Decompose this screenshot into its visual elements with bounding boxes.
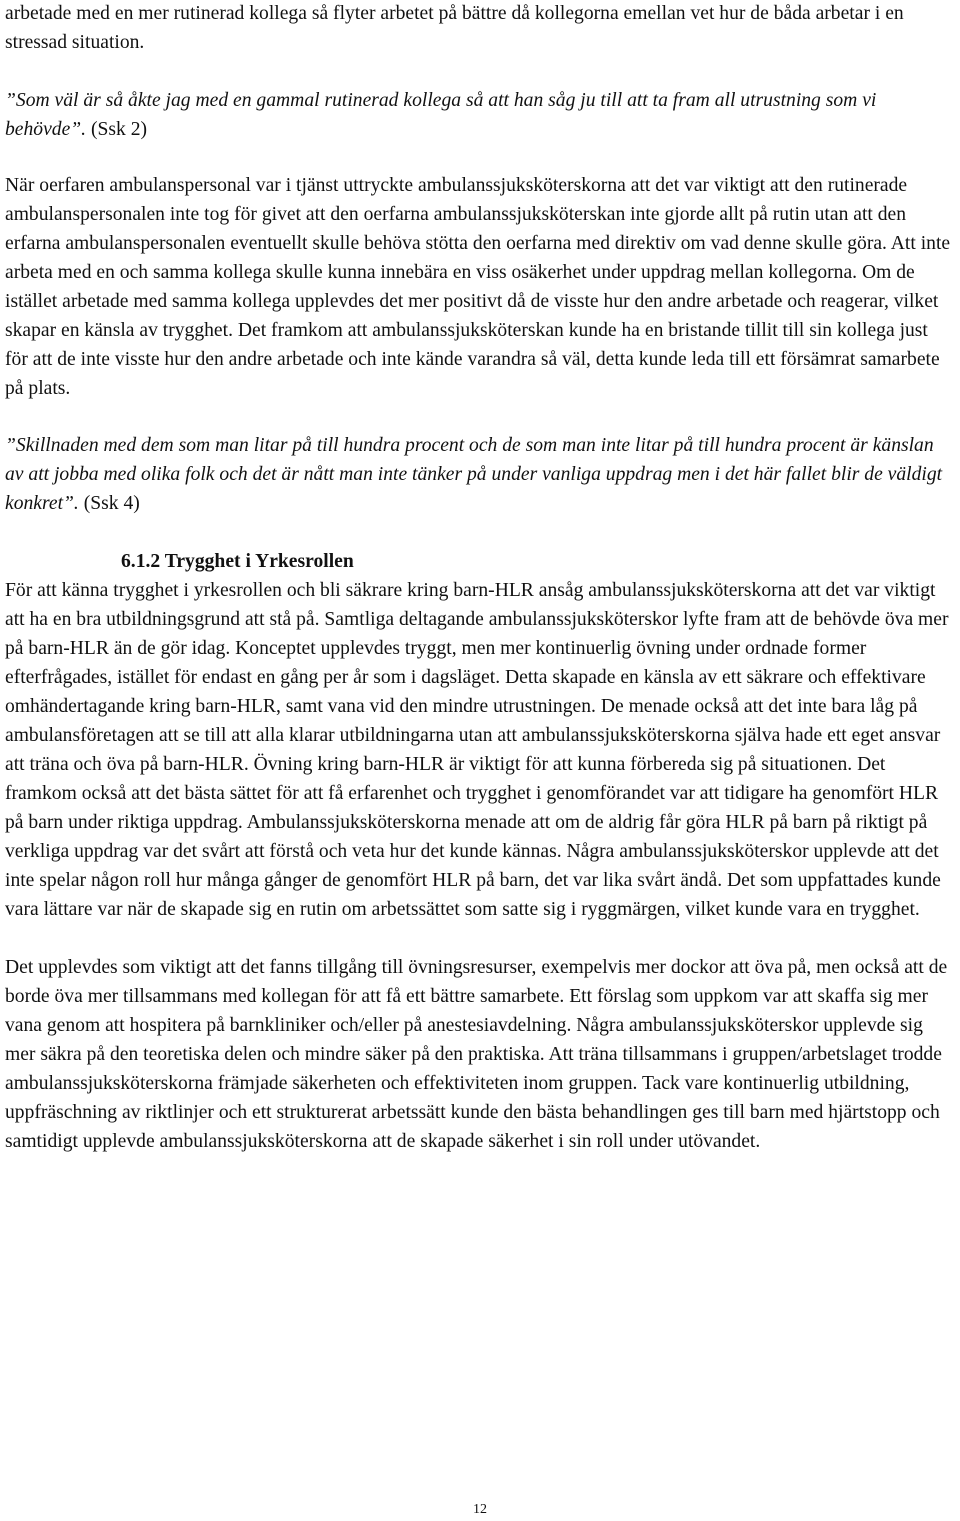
quote-text: Som väl är så åkte jag med en gammal rutinerad kollega så att han såg ju till att ta fram all utrustning som vi behövde: [5, 90, 877, 140]
document-page: [5, 0, 955, 1156]
body-paragraph-training: För att känna trygghet i yrkesrollen och bli säkrare kring barn-HLR ansåg ambulanssjuksköterskorna att det var viktigt att ha en bra utbildningsgrund att stå på. Samtliga deltagande ambulanssjuksköterskor lyfte fram att de behövde öva mer på barn-HLR än de gör idag. Konceptet upplevdes tryggt, men mer kontinuerlig övning under ordnade former efterfrågades, istället för endast en gång per år som i dagsläget. Detta skapade en känsla av ett säkrare och effektivare omhändertagande kring barn-HLR, samt vana vid den mindre utrustningen. De menade också att det inte bara låg på ambulansföretagen att se till att alla klarar utbildningarna utan att ambulanssjuksköterskorna själva hade ett eget ansvar att träna och öva på barn-HLR. Övning kring barn-HLR är viktigt för att kunna förbereda sig på situationen. Det framkom också att det bästa sättet för att få erfarenhet och trygghet i genomförandet var att tidigare ha genomfört HLR på barn under riktiga uppdrag. Ambulanssjuksköterskorna menade att om de aldrig får göra HLR på barn på riktigt på verkliga uppdrag var det svårt att förstå och veta hur det kunde kännas. Några ambulanssjuksköterskor upplevde att det inte spelar någon roll hur många gånger de genomfört HLR på barn, det var lika svårt ändå. Det som uppfattades kunde vara lättare var när de skapade sig en rutin om arbetssättet som satte sig i ryggmärgen, vilket kunde vara en trygghet.: [5, 580, 949, 920]
interview-quote-ssk4: [5, 431, 955, 518]
quote-open-mark: ”: [5, 435, 16, 456]
interview-quote-ssk2: [5, 86, 955, 144]
body-paragraph-resources: Det upplevdes som viktigt att det fanns tillgång till övningsresurser, exempelvis mer dockor att öva på, men också att de borde öva mer tillsammans med kollegan för att få ett bättre samarbete. Ett förslag som uppkom var att skaffa sig mer vana genom att hospitera på barnkliniker och/eller på anestesiavdelning. Några ambulanssjuksköterskor upplevde sig mer säkra på den teoretiska delen och mindre säker på den praktiska. Att träna tillsammans i gruppen/arbetslaget trodde ambulanssjuksköterskorna främjade säkerheten och effektiviteten inom gruppen. Tack vare kontinuerlig utbildning, uppfräschning av riktlinjer och ett strukturerat arbetssätt kunde den bästa behandlingen ges till barn med hjärtstopp och samtidigt upplevde ambulanssjuksköterskorna att de skapade säkerhet i sin roll under utövandet.: [5, 957, 948, 1152]
quote-reference: (Ssk 4): [83, 493, 140, 514]
body-paragraph-colleague-trust: När oerfaren ambulanspersonal var i tjänst uttryckte ambulanssjuksköterskorna att det var viktigt att den rutinerade ambulanspersonalen inte tog för givet att den oerfarna ambulanssjuksköterskan inte gjorde allt på rutin utan att den erfarna ambulanspersonalen eventuellt skulle behöva stötta den oerfarna med direktiv om vad denne skulle göra. Att inte arbeta med en och samma kollega skulle kunna innebära en viss osäkerhet under uppdrag mellan kollegorna. Om de istället arbetade med samma kollega upplevdes det mer positivt då de visste hur den andre arbetade och reagerar, vilket skapar en känsla av trygghet. Det framkom att ambulanssjuksköterskan kunde ha en bristande tillit till sin kollega just för att de inte visste hur den andre arbetade och inte kände varandra så väl, detta kunde leda till ett försämrat samarbete på plats.: [5, 175, 951, 399]
quote-open-mark: ”: [5, 90, 16, 111]
body-paragraph-continued: arbetade med en mer rutinerad kollega så flyter arbetet på bättre då kollegorna emellan vet hur de båda arbetar i en stressad situation.: [5, 3, 904, 53]
section-heading: 6.1.2 Trygghet i Yrkesrollen: [121, 551, 354, 572]
quote-reference: (Ssk 2): [90, 119, 148, 140]
quote-close-mark: ”.: [70, 119, 87, 140]
page-number: 12: [473, 1502, 487, 1517]
quote-close-mark: ”.: [63, 493, 79, 514]
quote-text: Skillnaden med dem som man litar på till hundra procent och de som man inte litar på till hundra procent är känslan av att jobba med olika folk och det är nått man inte tänker på under vanliga uppdrag men i det här fallet blir de väldigt konkret: [5, 435, 943, 514]
